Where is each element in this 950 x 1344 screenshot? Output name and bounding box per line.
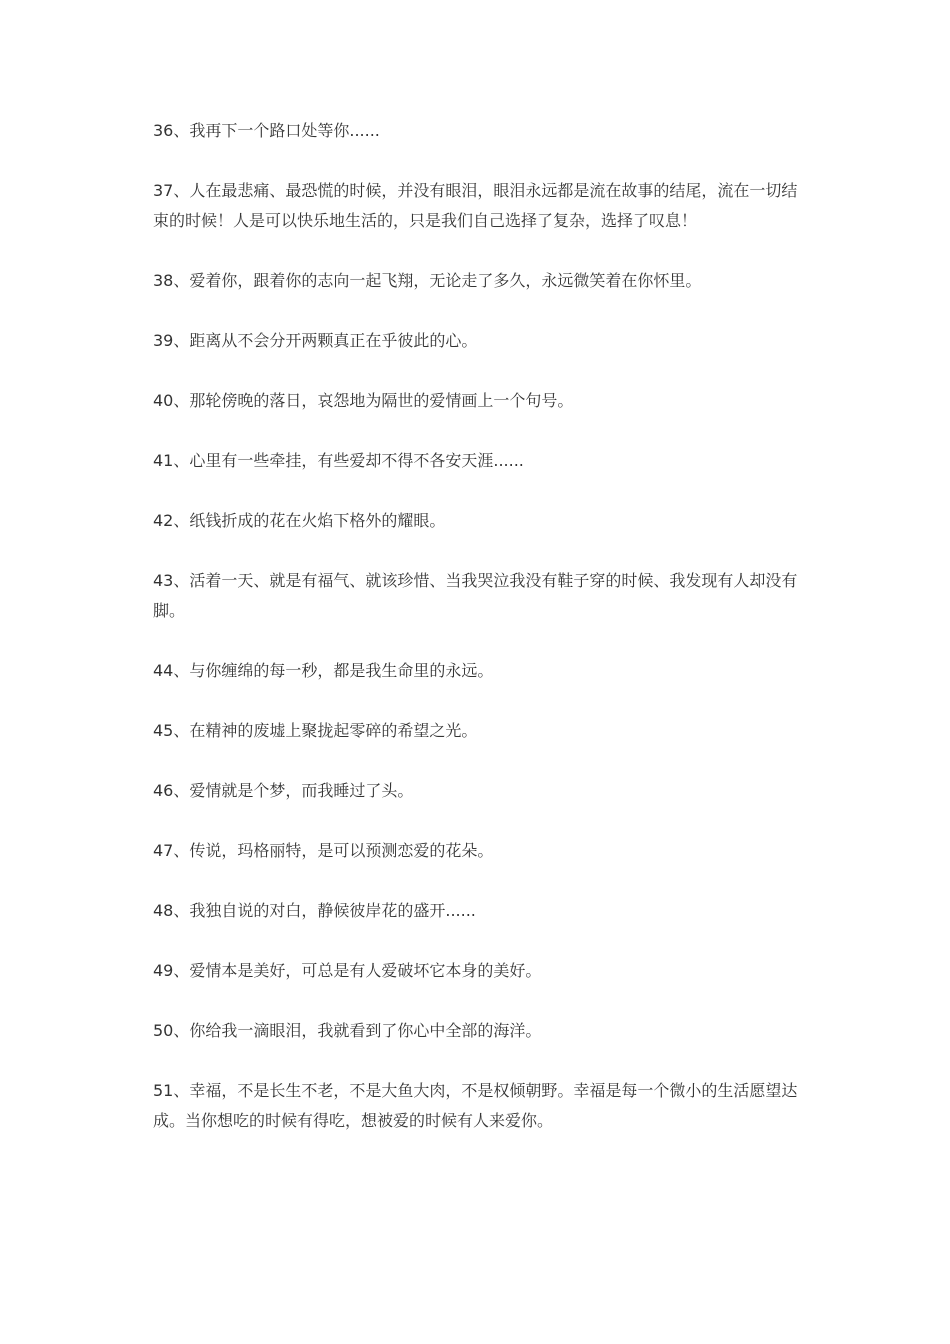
paragraph-40: 40、那轮傍晚的落日，哀怨地为隔世的爱情画上一个句号。 xyxy=(153,391,574,410)
paragraph-43: 43、活着一天、就是有福气、就该珍惜、当我哭泣我没有鞋子穿的时候、我发现有人却没有脚。 xyxy=(153,571,798,620)
paragraph-36: 36、我再下一个路口处等你...... xyxy=(153,121,380,140)
paragraph-37: 37、人在最悲痛、最恐慌的时候，并没有眼泪，眼泪永远都是流在故事的结尾，流在一切结束的时候！人是可以快乐地生活的，只是我们自己选择了复杂，选择了叹息！ xyxy=(153,181,798,230)
paragraph-51: 51、幸福，不是长生不老，不是大鱼大肉，不是权倾朝野。幸福是每一个微小的生活愿望达成。当你想吃的时候有得吃，想被爱的时候有人来爱你。 xyxy=(153,1081,798,1130)
paragraph-49: 49、爱情本是美好，可总是有人爱破坏它本身的美好。 xyxy=(153,961,542,980)
document-body xyxy=(153,116,798,1166)
paragraph-38: 38、爱着你，跟着你的志向一起飞翔，无论走了多久，永远微笑着在你怀里。 xyxy=(153,271,702,290)
paragraph-39: 39、距离从不会分开两颗真正在乎彼此的心。 xyxy=(153,331,478,350)
paragraph-50: 50、你给我一滴眼泪，我就看到了你心中全部的海洋。 xyxy=(153,1021,542,1040)
paragraph-41: 41、心里有一些牵挂，有些爱却不得不各安天涯...... xyxy=(153,451,524,470)
paragraph-42: 42、纸钱折成的花在火焰下格外的耀眼。 xyxy=(153,511,446,530)
paragraph-44: 44、与你缠绵的每一秒，都是我生命里的永远。 xyxy=(153,661,494,680)
paragraph-45: 45、在精神的废墟上聚拢起零碎的希望之光。 xyxy=(153,721,478,740)
paragraph-47: 47、传说，玛格丽特，是可以预测恋爱的花朵。 xyxy=(153,841,494,860)
paragraph-48: 48、我独自说的对白，静候彼岸花的盛开...... xyxy=(153,901,476,920)
paragraph-46: 46、爱情就是个梦，而我睡过了头。 xyxy=(153,781,414,800)
